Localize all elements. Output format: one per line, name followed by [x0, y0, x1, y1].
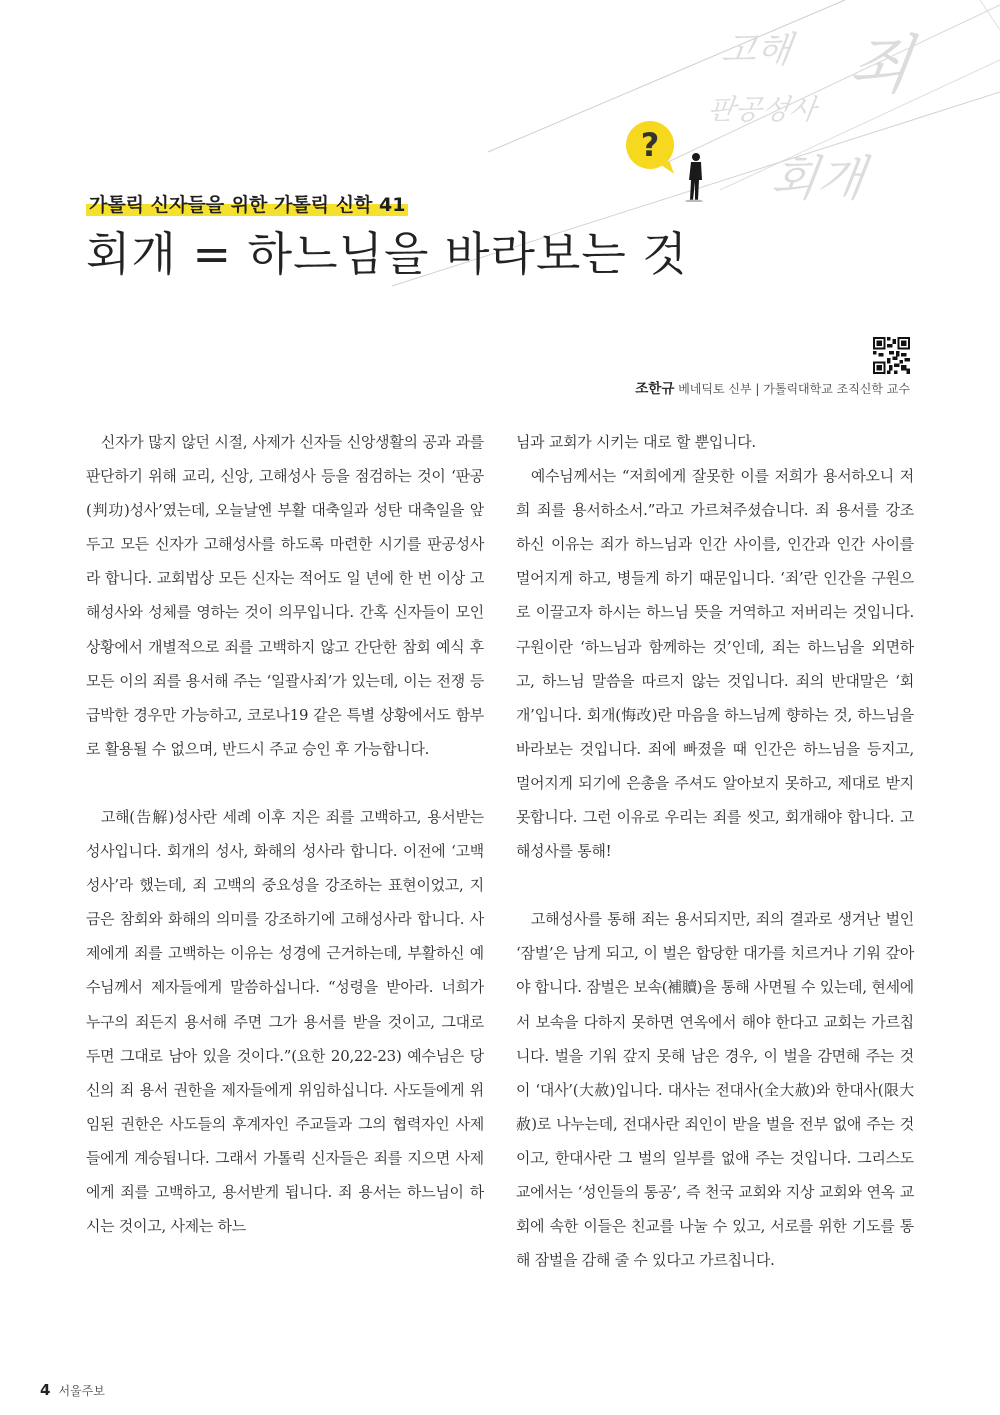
paragraph-continued: 님과 교회가 시키는 대로 할 뿐입니다.	[516, 433, 756, 451]
decor-word-repentance: 회개	[767, 151, 869, 207]
decor-word-sin: 죄	[843, 29, 917, 103]
decor-word-pangong: 판공성사	[705, 93, 819, 126]
standing-man-icon	[684, 152, 706, 202]
page-footer	[40, 1383, 105, 1398]
paragraph: 신자가 많지 않던 시절, 사제가 신자들 신앙생활의 공과 과를 판단하기 위해 교리, 신앙, 고해성사 등을 점검하는 것이 ‘판공(判功)성사’였는데, 오늘날엔 부활 대축일과 성탄 대축일을 앞두고 모든 신자가 고해성사를 하도록 마련한 시기를 판공성사라 합니다. 교회법상 모든 신자는 적어도 일 년에 한 번 이상 고해성사와 성체를 영하는 것이 의무입니다. 간혹 신자들이 모인 상황에서 개별적으로 죄를 고백하지 않고 간단한 참회 예식 후 모든 이의 죄를 용서해 주는 ‘일괄사죄’가 있는데, 이는 전쟁 등 급박한 경우만 가능하고, 코로나19 같은 특별 상황에서도 함부로 활용될 수 없으며, 반드시 주교 승인 후 가능합니다.	[86, 433, 484, 758]
page-number: 4	[40, 1381, 51, 1399]
paragraph: 고해성사를 통해 죄는 용서되지만, 죄의 결과로 생겨난 벌인 ‘잠벌’은 남게 되고, 이 벌은 합당한 대가를 치르거나 기워 갚아야 합니다. 잠벌은 보속(補贖)을 통해 사면될 수 있는데, 현세에서 보속을 다하지 못하면 연옥에서 해야 한다고 교회는 가르칩니다. 벌을 기워 갚지 못해 남은 경우, 이 벌을 감면해 주는 것이 ‘대사’(大赦)입니다. 대사는 전대사(全大赦)와 한대사(限大赦)로 나누는데, 전대사란 죄인이 받을 벌을 전부 없애 주는 것이고, 한대사란 그 벌의 일부를 없애 주는 것입니다. 그리스도교에서는 ‘성인들의 통공’, 즉 천국 교회와 지상 교회와 연옥 교회에 속한 이들은 친교를 나눌 수 있고, 서로를 위한 기도를 통해 잠벌을 감해 줄 수 있다고 가르칩니다.	[516, 910, 914, 1270]
byline	[635, 381, 910, 399]
question-bubble-icon: ?	[626, 121, 674, 169]
qr-code-icon[interactable]	[873, 337, 910, 374]
author-role: 베네딕토 신부 | 가톨릭대학교 조직신학 교수	[678, 382, 910, 396]
author-name: 조한규	[635, 381, 675, 397]
paragraph: 예수님께서는 “저희에게 잘못한 이를 저희가 용서하오니 저희 죄를 용서하소서.”라고 가르쳐주셨습니다. 죄 용서를 강조하신 이유는 죄가 하느님과 인간 사이를, 인간과 인간 사이를 멀어지게 하고, 병들게 하기 때문입니다. ‘죄’란 인간을 구원으로 이끌고자 하시는 하느님 뜻을 거역하고 저버리는 것입니다. 구원이란 ‘하느님과 함께하는 것’인데, 죄는 하느님을 외면하고, 하느님 말씀을 따르지 않는 것입니다. 죄의 반대말은 ‘회개’입니다. 회개(悔改)란 마음을 하느님께 향하는 것, 하느님을 바라보는 것입니다. 죄에 빠졌을 때 인간은 하느님을 등지고, 멀어지게 되기에 은총을 주셔도 알아보지 못하고, 제대로 받지 못합니다. 그런 이유로 우리는 죄를 씻고, 회개해야 합니다. 고해성사를 통해!	[516, 467, 914, 861]
body-column-left	[86, 425, 484, 1243]
body-column-right	[516, 425, 914, 1277]
publication-name: 서울주보	[58, 1384, 105, 1398]
decor-word-confession: 고해	[718, 30, 795, 71]
paragraph: 고해(告解)성사란 세례 이후 지은 죄를 고백하고, 용서받는 성사입니다. 회개의 성사, 화해의 성사라 합니다. 이전에 ‘고백성사’라 했는데, 죄 고백의 중요성을 강조하는 표현이었고, 지금은 참회와 화해의 의미를 강조하기에 고해성사라 합니다. 사제에게 죄를 고백하는 이유는 성경에 근거하는데, 부활하신 예수님께서 제자들에게 말씀하십니다. “성령을 받아라. 너희가 누구의 죄든지 용서해 주면 그가 용서를 받을 것이고, 그대로 두면 그대로 남아 있을 것이다.”(요한 20,22-23) 예수님은 당신의 죄 용서 권한을 제자들에게 위임하십니다. 사도들에게 위임된 권한은 사도들의 후계자인 주교들과 그의 협력자인 사제들에게 계승됩니다. 그래서 가톨릭 신자들은 죄를 지으면 사제에게 죄를 고백하고, 용서받게 됩니다. 죄 용서는 하느님이 하시는 것이고, 사제는 하느	[86, 807, 484, 1236]
series-label: 가톨릭 신자들을 위한 가톨릭 신학 41	[86, 193, 408, 218]
page-title: 회개 = 하느님을 바라보는 것	[86, 227, 688, 281]
